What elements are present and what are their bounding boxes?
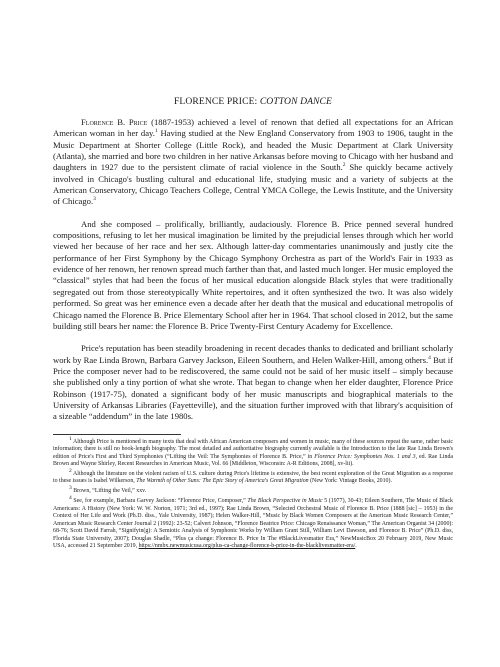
footnote-ref-3[interactable]: 3 (93, 196, 96, 203)
paragraph-2: And she composed – prolifically, brilliantly, audaciously. Florence B. Price penned several hundred compositions, refusing to let her musical imagination be limited by the prejudicial lenses through which her world viewed her because of her race and her sex. Although latter-day commentaries unanimously and justly cite the performance of her First Symphony by the Chicago Symphony Orchestra as part of the World's Fair in 1933 as evidence of her renown, her renown spread much farther than that, and lasted much longer. Her music employed the “classical” styles that had been the focus of her musical education alongside Black styles that were traditionally segregated out from those stereotypically White repertoires, and it often synthesized the two. It was also widely performed. So great was her eminence even a decade after her death that the musical and educational metropolis of Chicago named the Florence B. Price Elementary School after her in 1964. That school closed in 2012, but the same building still bears her name: the Florence B. Price Twenty-First Century Academy for Excellence. (53, 218, 453, 331)
footnote-2 (53, 467, 453, 486)
footnote-divider (53, 434, 181, 435)
footnote-number: 3 (69, 485, 72, 492)
footnote-italic: The Warmth of Other Suns: The Epic Story of America's Great Migration (136, 478, 309, 485)
footnote-tail: , ed. Rae Linda Brown and Wayne Shirley, Recent Researches in American Music, Vol. 66 [Middleton, Wisconsin: A-R Editions, 2008], xv-lii). (53, 453, 453, 467)
footnote-tail: 5 (1977), 30-43; Eileen Southern, The Music of Black Americans: A History (New York: W. W. Norton, 1971; 3rd ed., 1997); Rae Linda Brown, “Selected Orchestral Music of Florence B. Price (1888 [sic] – 1953) in the Context of Her Life and Work (Ph.D. diss., Yale University, 1987); Helen Walker-Hill, “Music by Black Women Composers at the American Music Research Center,” American Music Research Center Journal 2 (1992): 23-52; Calvert Johnson, “Florence Beatrice Price: Chicago Renaissance Woman,” The American Organist 34 (2000): 68-76; Scott David Farrah, “Signifyin(g): A Semiotic Analysis of Symphonic Works by William Grant Still, William Levi Dawson, and Florence B. Price” (Ph.D. diss, Florida State University, 2007); Douglas Shadle, “Plus ça change: Florence B. Price In The #BlackLivesmatter Era,” NewMusicBox 20 February 2019, New Music USA, accessed 21 September 2019, (53, 498, 453, 549)
title-prefix: FLORENCE PRICE: (173, 96, 260, 107)
footnote-number: 2 (69, 467, 72, 474)
footnote-italic: Florence Price: Symphonies Nos. 1 and 3 (314, 453, 416, 460)
footnote-number: 1 (69, 435, 72, 442)
footnote-text: Although the literature on the violent racism of U.S. culture during Price's lifetime is extensive, the best recent exploration of the Great Migration as a response to these issues is Isabel Wilkerson, (53, 470, 453, 485)
footnote-end: . (355, 542, 357, 549)
paragraph-3 (53, 343, 453, 422)
paragraph-1 (53, 117, 453, 208)
footnote-4 (53, 495, 453, 550)
footnote-url-link[interactable]: https://nmbx.newmusicusa.org/plus-ca-change-florence-b-price-in-the-blacklivesmatter-era/ (138, 542, 356, 549)
footnote-ref-2[interactable]: 2 (342, 162, 346, 169)
footnote-text: Brown, “Lifting the Veil,” xxv. (71, 488, 147, 495)
paragraph-1-text-a: (1887-1953) achieved a level of renown that defied all expectations for an African American woman in her day. (53, 117, 454, 139)
footnote-tail: (New York: Vintage Books, 2010). (308, 478, 392, 485)
footnote-number: 4 (69, 495, 72, 502)
footnote-ref-1[interactable]: 1 (154, 128, 158, 135)
document-title (53, 96, 453, 107)
footnote-italic: The Black Perspective in Music (247, 498, 323, 505)
paragraph-3-text-b: But if Price the composer never had to be rediscovered, the same could not be said of her music itself – simply because she published only a tiny portion of what she wrote. That began to change when her elder daughter, Florence Price Robinson (1917-75), donated a significant body of her music manuscripts and biographical materials to the University of Arkansas Libraries (Fayetteville), and the situation further improved with that library's acquisition of a sizeable “addendum” in the late 1980s. (53, 354, 453, 422)
footnote-3 (53, 485, 453, 495)
paragraph-1-text-b: Having studied at the New England Conservatory from 1903 to 1906, taught in the Music Department at Shorter College (Little Rock), and headed the Music Department at Clark University (Atlanta), she married and bore two children in her native Arkansas before moving to Chicago with her husband and daughters in 1927 due to the persistent climate of racial violence in the South. (53, 128, 453, 173)
footnote-ref-4[interactable]: 4 (428, 354, 431, 361)
title-work: COTTON DANCE (259, 96, 333, 107)
paragraph-1-text-c: She quickly became actively involved in Chicago's bustling cultural and educational life, studying music and a variety of subjects at the American Conservatory, Chicago Teachers College, Central YMCA College, the Lewis Institute, and the University of Chicago. (53, 162, 453, 207)
footnote-text: See, for example, Barbara Garvey Jackson: “Florence Price, Composer,” (71, 498, 248, 505)
paragraph-3-text-a: Price's reputation has been steadily broadening in recent decades thanks to dedicated and brilliant scholarly work by Rae Linda Brown, Barbara Garvey Jackson, Eileen Southern, and Helen Walker-Hill, among others. (53, 343, 453, 365)
footnote-text: Although Price is mentioned in many texts that deal with African American composers and women in music, many of these sources repeat the same, rather basic information; there is still no book-length biography. The most detailed and authoritative biography currently available is the Introduction to the late Rae Linda Brown's edition of Price's First and Third Symphonies (“Lifting the Veil: The Symphonies of Florence B. Price,” in (53, 438, 453, 460)
document-page (53, 96, 453, 553)
author-name: Florence B. Price (81, 117, 148, 127)
footnote-1 (53, 435, 453, 469)
